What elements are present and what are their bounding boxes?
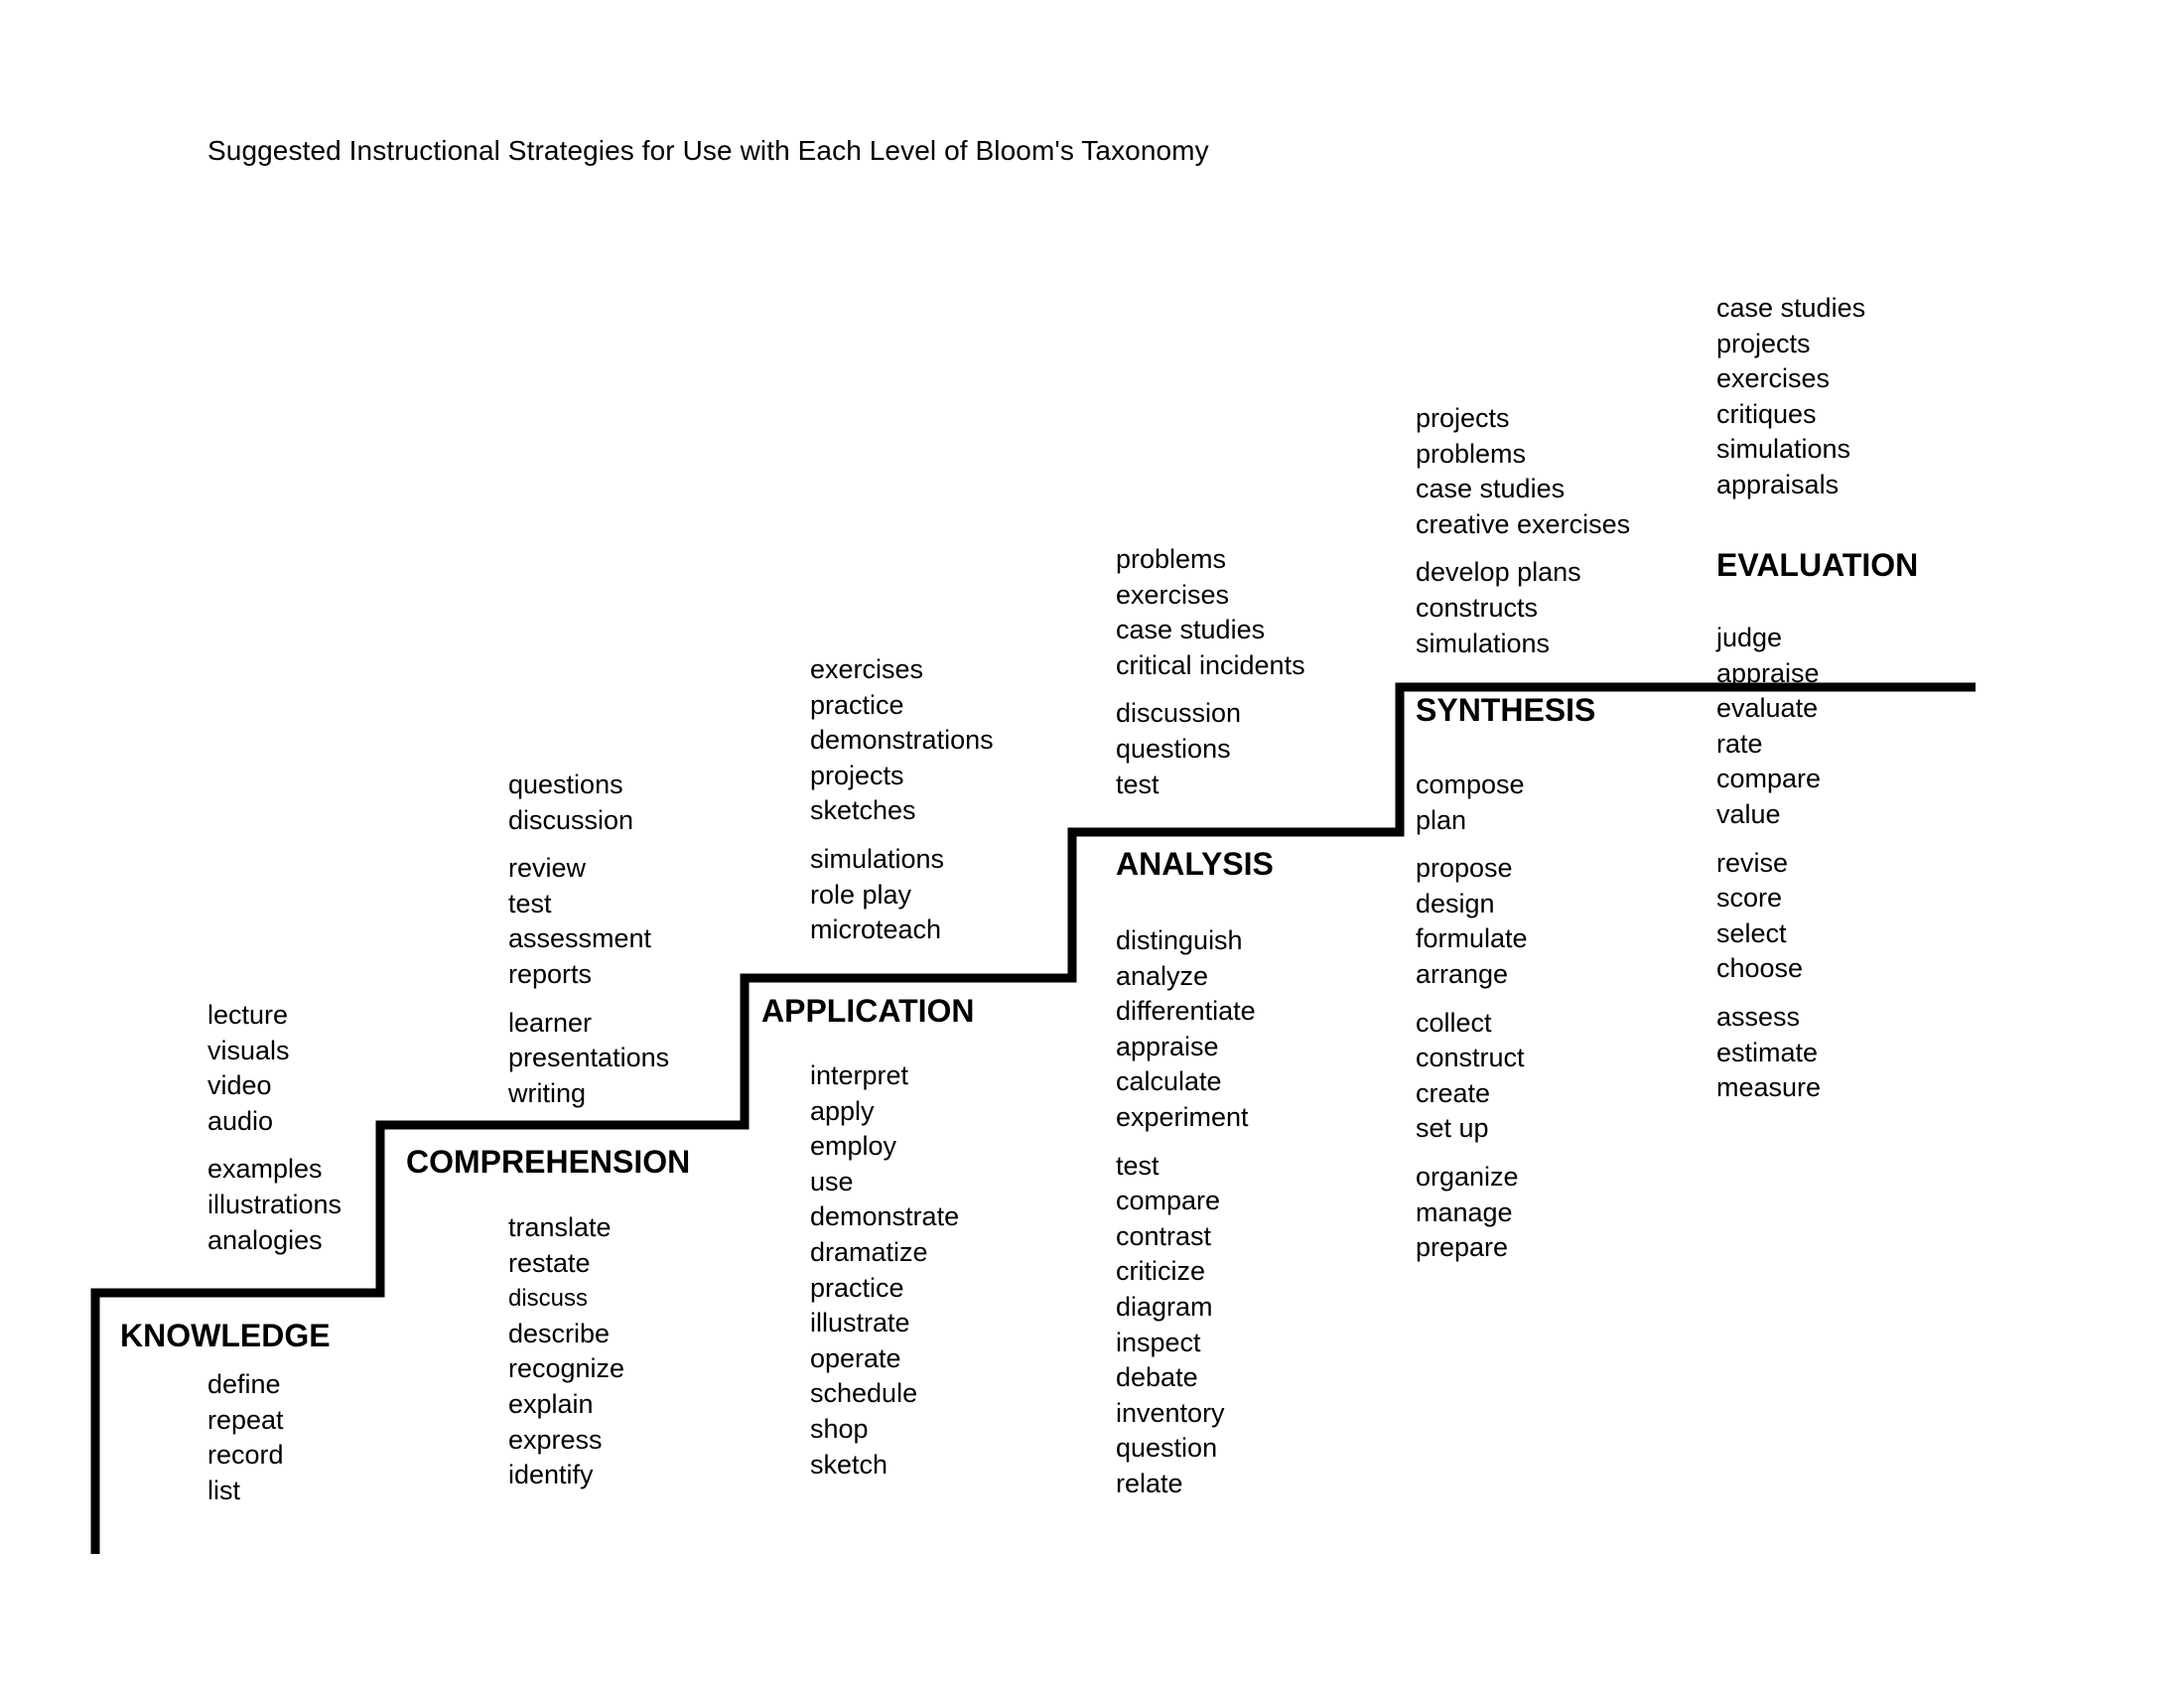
- strategy-item: presentations: [508, 1043, 670, 1073]
- verb-item: express: [508, 1424, 603, 1455]
- strategy-item: questions: [508, 770, 623, 799]
- verb-item: contrast: [1116, 1220, 1212, 1251]
- verb-item: restate: [508, 1247, 591, 1278]
- knowledge-verbs: [207, 1367, 284, 1508]
- strategy-item: projects: [810, 760, 904, 790]
- verb-item: select: [1716, 917, 1787, 948]
- verb-item: evaluate: [1716, 693, 1819, 724]
- strategy-item: examples: [207, 1154, 323, 1185]
- verb-item: prepare: [1416, 1232, 1509, 1263]
- verb-item: organize: [1416, 1161, 1519, 1192]
- verb-item: interpret: [810, 1060, 909, 1090]
- strategy-item: practice: [810, 689, 904, 720]
- verb-item: compare: [1116, 1186, 1221, 1216]
- verb-item: propose: [1416, 853, 1513, 884]
- synthesis-strategies: [1416, 401, 1630, 661]
- strategy-item: appraisals: [1716, 469, 1840, 499]
- strategy-item: constructs: [1416, 592, 1539, 623]
- strategy-item: develop plans: [1416, 557, 1581, 588]
- verb-item: inventory: [1116, 1397, 1225, 1428]
- level-title-analysis: ANALYSIS: [1116, 846, 1274, 882]
- strategy-item: problems: [1416, 438, 1527, 469]
- strategy-item: learner: [508, 1007, 593, 1038]
- verb-item: assess: [1716, 1001, 1801, 1032]
- verb-item: operate: [810, 1342, 901, 1373]
- strategy-item: creative exercises: [1416, 508, 1631, 539]
- analysis-verbs: [1116, 923, 1256, 1502]
- verb-item: demonstrate: [810, 1201, 960, 1232]
- strategy-item: case studies: [1416, 474, 1566, 504]
- verb-item: calculate: [1116, 1066, 1222, 1097]
- strategy-item: lecture: [207, 1000, 289, 1030]
- verb-item: formulate: [1416, 923, 1528, 954]
- evaluation-strategies: [1716, 291, 1865, 503]
- verb-item: criticize: [1116, 1256, 1206, 1287]
- strategy-item: role play: [810, 879, 912, 910]
- strategy-item: test: [508, 888, 552, 918]
- verb-item: plan: [1416, 804, 1467, 835]
- strategy-item: critical incidents: [1116, 649, 1305, 680]
- strategy-item: simulations: [1716, 434, 1851, 465]
- verb-item: dramatize: [810, 1236, 928, 1267]
- verb-item: list: [207, 1475, 240, 1505]
- strategy-item: demonstrations: [810, 725, 994, 756]
- verb-item: discuss: [508, 1285, 589, 1313]
- verb-item: inspect: [1116, 1327, 1201, 1357]
- verb-item: apply: [810, 1095, 875, 1126]
- verb-item: test: [1116, 1150, 1160, 1181]
- verb-item: score: [1716, 883, 1783, 914]
- verb-item: practice: [810, 1272, 904, 1303]
- strategy-item: simulations: [1416, 628, 1551, 658]
- verb-item: employ: [810, 1131, 897, 1162]
- strategy-item: projects: [1716, 328, 1811, 358]
- verb-item: revise: [1716, 847, 1789, 878]
- verb-item: estimate: [1716, 1037, 1819, 1067]
- strategy-item: review: [508, 853, 587, 884]
- strategy-item: critiques: [1716, 398, 1817, 429]
- strategy-item: writing: [508, 1077, 587, 1108]
- verb-item: appraise: [1716, 657, 1820, 688]
- strategy-item: visuals: [207, 1035, 290, 1065]
- verb-item: experiment: [1116, 1101, 1249, 1132]
- verb-item: distinguish: [1116, 925, 1243, 955]
- strategy-item: analogies: [207, 1224, 323, 1255]
- synthesis-verbs: [1416, 768, 1528, 1266]
- verb-item: relate: [1116, 1468, 1183, 1498]
- verb-item: design: [1416, 888, 1495, 918]
- strategy-item: sketches: [810, 795, 916, 826]
- strategy-item: video: [207, 1070, 272, 1101]
- evaluation-verbs: [1716, 621, 1821, 1106]
- verb-item: collect: [1416, 1007, 1492, 1038]
- strategy-item: test: [1116, 769, 1160, 799]
- level-title-application: APPLICATION: [761, 993, 975, 1029]
- verb-item: record: [207, 1440, 284, 1471]
- strategy-item: exercises: [1116, 579, 1230, 610]
- verb-item: debate: [1116, 1362, 1198, 1393]
- level-title-synthesis: SYNTHESIS: [1416, 692, 1596, 728]
- strategy-item: discussion: [1116, 698, 1242, 729]
- verb-item: create: [1416, 1077, 1491, 1108]
- strategy-item: exercises: [1716, 363, 1831, 394]
- verb-item: identify: [508, 1460, 594, 1490]
- verb-item: describe: [508, 1318, 611, 1348]
- level-title-knowledge: KNOWLEDGE: [120, 1318, 331, 1353]
- analysis-strategies: [1116, 542, 1305, 802]
- verb-item: arrange: [1416, 958, 1509, 989]
- verb-item: question: [1116, 1433, 1218, 1464]
- verb-item: measure: [1716, 1072, 1822, 1103]
- verb-item: judge: [1716, 623, 1783, 652]
- verb-item: translate: [508, 1212, 612, 1242]
- comprehension-strategies: [508, 768, 669, 1111]
- verb-item: set up: [1416, 1113, 1489, 1144]
- verb-item: use: [810, 1166, 854, 1196]
- knowledge-strategies: [207, 998, 341, 1258]
- verb-item: schedule: [810, 1378, 918, 1409]
- verb-item: sketch: [810, 1449, 888, 1479]
- verb-item: value: [1716, 798, 1781, 829]
- verb-item: explain: [508, 1388, 594, 1419]
- strategy-item: microteach: [810, 914, 942, 945]
- level-title-evaluation: EVALUATION: [1716, 547, 1919, 583]
- verb-item: recognize: [508, 1353, 625, 1384]
- strategy-item: audio: [207, 1105, 274, 1136]
- strategy-item: projects: [1416, 403, 1510, 433]
- verb-item: analyze: [1116, 960, 1209, 991]
- strategy-item: problems: [1116, 544, 1227, 574]
- page-title: Suggested Instructional Strategies for Use with Each Level of Bloom's Taxonomy: [207, 135, 1209, 166]
- verb-item: manage: [1416, 1196, 1513, 1227]
- strategy-item: reports: [508, 958, 593, 989]
- application-strategies: [810, 652, 994, 948]
- verb-item: choose: [1716, 953, 1804, 984]
- strategy-item: case studies: [1716, 293, 1866, 323]
- strategy-item: simulations: [810, 843, 945, 874]
- strategy-item: case studies: [1116, 615, 1266, 645]
- verb-item: repeat: [207, 1404, 284, 1435]
- verb-item: shop: [810, 1413, 869, 1444]
- verb-item: define: [207, 1369, 281, 1399]
- verb-item: appraise: [1116, 1031, 1219, 1061]
- strategy-item: questions: [1116, 733, 1231, 764]
- strategy-item: discussion: [508, 804, 634, 835]
- strategy-item: assessment: [508, 923, 652, 954]
- application-verbs: [810, 1058, 959, 1482]
- verb-item: illustrate: [810, 1308, 910, 1338]
- strategy-item: exercises: [810, 654, 924, 684]
- verb-item: rate: [1716, 728, 1763, 759]
- verb-item: compare: [1716, 764, 1822, 794]
- strategy-item: illustrations: [207, 1189, 342, 1219]
- verb-item: diagram: [1116, 1291, 1213, 1322]
- verb-item: differentiate: [1116, 996, 1256, 1027]
- comprehension-verbs: [508, 1210, 624, 1493]
- level-title-comprehension: COMPREHENSION: [406, 1144, 691, 1180]
- verb-item: construct: [1416, 1043, 1525, 1073]
- verb-item: compose: [1416, 770, 1525, 799]
